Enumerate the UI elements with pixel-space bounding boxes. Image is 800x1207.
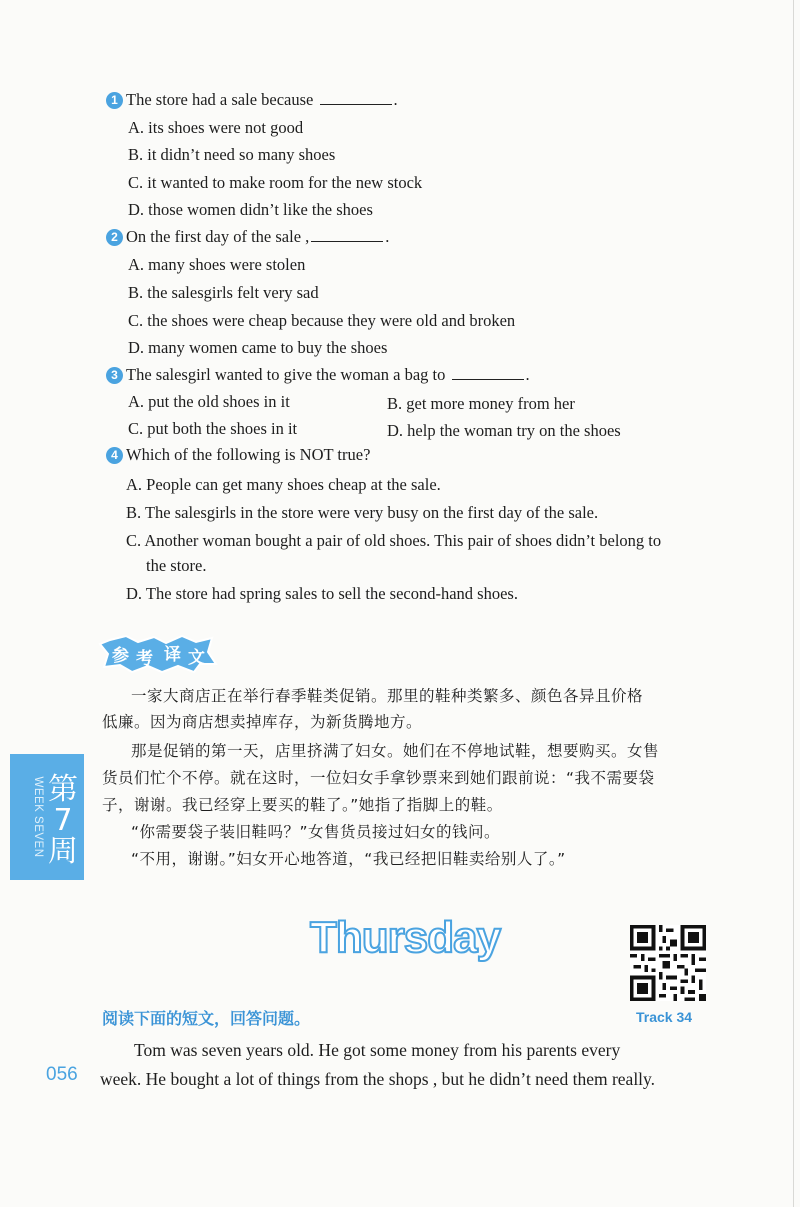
question-4-stem: 4 Which of the following is NOT true? xyxy=(106,445,370,465)
question-number-badge: 3 xyxy=(106,367,123,384)
option: B. it didn’t need so many shoes xyxy=(128,145,336,164)
option: D. help the woman try on the shoes xyxy=(387,421,621,440)
badge-char: 参 xyxy=(112,646,129,666)
option: A. People can get many shoes cheap at the sale. xyxy=(126,475,441,494)
option: C. Another woman bought a pair of old shoes. This pair of shoes didn’t belong to xyxy=(126,531,662,550)
option: B. the salesgirls felt very sad xyxy=(128,283,319,302)
translation-line: 货员们忙个不停。就在这时，一位妇女手拿钞票来到她们跟前说：“我不需要袋 xyxy=(102,769,655,787)
badge-char: 译 xyxy=(164,645,181,665)
option: B. The salesgirls in the store were very busy on the first day of the sale. xyxy=(126,503,599,522)
translation-line: 一家大商店正在举行春季鞋类促销。那里的鞋种类繁多、颜色各异且价格 xyxy=(131,687,644,705)
question-3-stem: 3 The salesgirl wanted to give the woman a bag to . xyxy=(106,365,530,385)
week-tab-chinese: 第 7 周 xyxy=(48,772,78,869)
translation-line: 子，谢谢。我已经穿上要买的鞋了。”她指了指脚上的鞋。 xyxy=(102,796,503,814)
week-tab xyxy=(10,754,84,880)
question-number-badge: 2 xyxy=(106,229,123,246)
option-continuation: the store. xyxy=(146,556,207,575)
reading-instruction: 阅读下面的短文，回答问题。 xyxy=(102,1009,311,1028)
page-edge-line xyxy=(793,0,794,1207)
passage-line: Tom was seven years old. He got some money from his parents every xyxy=(134,1040,621,1060)
question-number-badge: 1 xyxy=(106,92,123,109)
badge-char: 考 xyxy=(136,649,153,669)
translation-line: “你需要袋子装旧鞋吗？”女售货员接过妇女的钱问。 xyxy=(131,823,501,841)
question-2-stem: 2 On the first day of the sale , . xyxy=(106,227,389,247)
translation-line: “不用，谢谢。”妇女开心地答道，“我已经把旧鞋卖给别人了。” xyxy=(131,850,566,868)
answer-blank xyxy=(452,365,524,380)
translation-line: 低廉。因为商店想卖掉库存，为新货腾地方。 xyxy=(102,713,423,731)
badge-char: 文 xyxy=(188,648,205,668)
option: C. it wanted to make room for the new stock xyxy=(128,173,423,192)
qr-code-icon[interactable] xyxy=(630,925,706,1001)
option: D. many women came to buy the shoes xyxy=(128,338,388,357)
option: D. The store had spring sales to sell the second-hand shoes. xyxy=(126,584,518,603)
option: C. put both the shoes in it xyxy=(128,419,298,438)
option: B. get more money from her xyxy=(387,394,575,413)
answer-blank xyxy=(320,90,392,105)
week-tab-english: WEEK SEVEN xyxy=(32,776,44,858)
option: C. the shoes were cheap because they were old and broken xyxy=(128,311,516,330)
question-1-stem: 1 The store had a sale because . xyxy=(106,90,398,110)
question-number-badge: 4 xyxy=(106,447,123,464)
page-number: 056 xyxy=(46,1064,78,1085)
option: A. its shoes were not good xyxy=(128,118,304,137)
audio-track-label: Track 34 xyxy=(636,1009,693,1025)
option: A. many shoes were stolen xyxy=(128,255,306,274)
option: D. those women didn’t like the shoes xyxy=(128,200,373,219)
answer-blank xyxy=(311,227,383,242)
reference-translation-badge xyxy=(98,634,218,674)
option: A. put the old shoes in it xyxy=(128,392,290,411)
passage-line: week. He bought a lot of things from the shops , but he didn’t need them really. xyxy=(100,1069,656,1089)
day-heading: Thursday xyxy=(310,913,501,962)
translation-line: 那是促销的第一天，店里挤满了妇女。她们在不停地试鞋，想要购买。女售 xyxy=(131,742,660,760)
